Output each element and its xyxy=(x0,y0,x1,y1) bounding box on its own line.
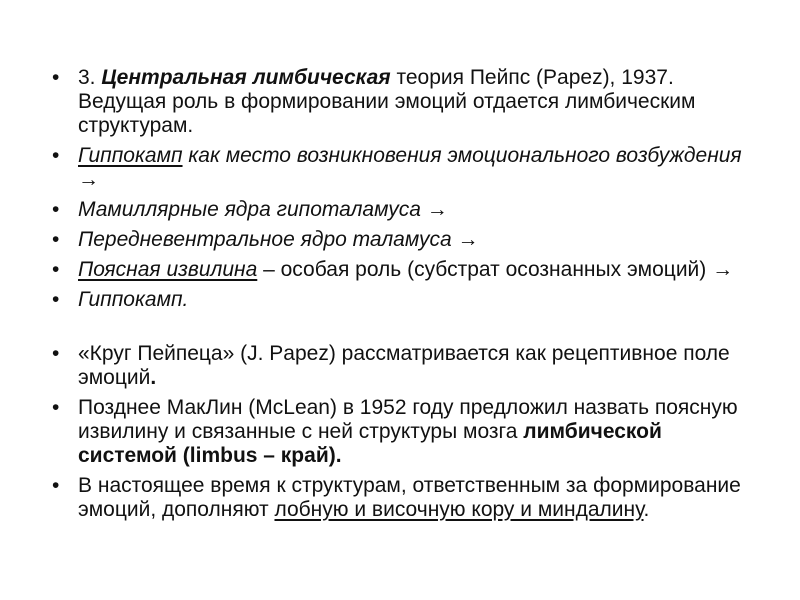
item-underlined-term: Гиппокамп xyxy=(78,144,183,167)
bullet-item-mclean xyxy=(52,396,742,468)
item-prefix: 3. xyxy=(78,66,102,89)
bullet-dot-icon: • xyxy=(52,198,60,221)
item-underlined-term: лобную и височную кору и миндалину xyxy=(274,498,644,521)
item-emphasis: Центральная лимбическая xyxy=(101,66,391,89)
bullet-dot-icon: • xyxy=(52,288,60,311)
bullet-item-hippocampus xyxy=(52,144,742,192)
item-text: «Круг Пейпеца» (J. Papez) рассматривается как рецептивное поле эмоций xyxy=(78,342,730,389)
item-underlined-term: Поясная извилина xyxy=(78,258,258,281)
bullet-item-thalamus xyxy=(52,228,742,252)
bullet-dot-icon: • xyxy=(52,396,60,419)
bullet-list xyxy=(52,66,742,522)
bullet-item-cingulate xyxy=(52,258,742,282)
bullet-item-papez-circle xyxy=(52,342,742,390)
item-text-end: . xyxy=(643,498,650,521)
item-text: Гиппокамп. xyxy=(78,288,189,311)
bullet-dot-icon: • xyxy=(52,258,60,281)
bullet-dot-icon: • xyxy=(52,342,60,365)
bullet-dot-icon: • xyxy=(52,66,60,89)
item-text: – особая роль (субстрат осознанных эмоций) → xyxy=(257,258,734,281)
item-text: как место возникновения эмоционального возбуждения → xyxy=(78,144,742,191)
bullet-dot-icon: • xyxy=(52,144,60,167)
bullet-dot-icon: • xyxy=(52,228,60,251)
bullet-item-central-theory xyxy=(52,66,742,138)
bullet-dot-icon: • xyxy=(52,474,60,497)
item-emphasis: . xyxy=(150,366,157,389)
item-emphasis: лимбической системой (limbus – край). xyxy=(78,420,662,467)
item-text: Передневентральное ядро таламуса → xyxy=(78,228,479,251)
item-text: Позднее МакЛин (McLean) в 1952 году предложил назвать поясную извилину и связанные с ней структуры мозга xyxy=(78,396,738,443)
item-text: теория Пейпс (Papez), 1937. Ведущая роль в формировании эмоций отдается лимбическим структурам. xyxy=(78,66,696,137)
bullet-item-hippocampus-end xyxy=(52,288,742,312)
item-text: В настоящее время к структурам, ответственным за формирование эмоций, дополняют xyxy=(78,474,741,521)
item-text: Мамиллярные ядра гипоталамуса → xyxy=(78,198,448,221)
bullet-item-present xyxy=(52,474,742,522)
slide-content xyxy=(52,66,742,528)
bullet-item-mamillary xyxy=(52,198,742,222)
